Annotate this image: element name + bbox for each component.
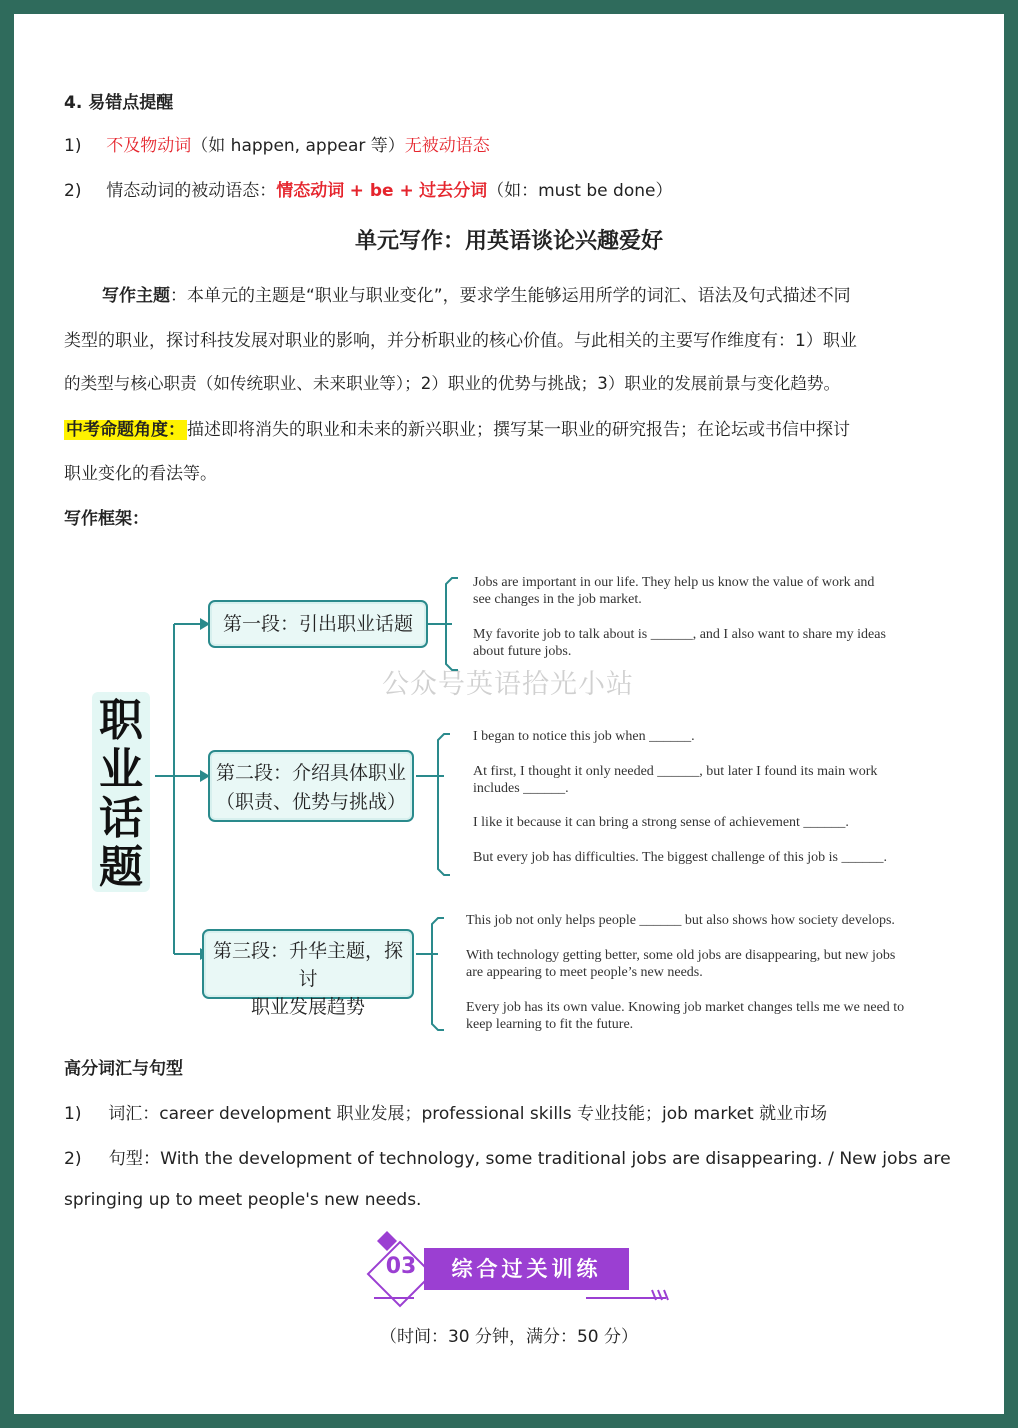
paragraph-line <box>64 415 850 440</box>
root-char: 题 <box>99 842 143 893</box>
sentence-line: This job not only helps people ______ but also shows how society develops. <box>466 913 895 928</box>
list-number: 1) <box>64 136 82 156</box>
framework-sentence <box>466 999 904 1033</box>
paragraph1-box: 第一段：引出职业话题 <box>208 600 428 648</box>
sentence-line: With technology getting better, some old jobs are disappearing, but new jobs <box>466 948 896 963</box>
list-number: 2) <box>64 181 82 201</box>
paragraph-text: ：本单元的主题是“职业与职业变化”，要求学生能够运用所学的词汇、语法及句式描述不同 <box>170 286 851 306</box>
paragraph2-box <box>208 750 414 822</box>
list-item <box>64 176 672 201</box>
document-page <box>14 14 1004 1414</box>
box-title: 第三段：升华主题，探讨 <box>212 940 403 990</box>
framework-sentence <box>473 814 849 831</box>
box-title: 第二段：介绍具体职业 <box>215 762 406 784</box>
sentence-line: Every job has its own value. Knowing job market changes tells me we need to <box>466 1000 905 1015</box>
body-text: （如：must be done） <box>487 181 673 201</box>
bracket <box>438 734 450 875</box>
sentence-line: Jobs are important in our life. They help us know the value of work and <box>473 575 875 590</box>
framework-sentence <box>473 763 877 797</box>
sentence-line: includes ______. <box>473 781 569 796</box>
theme-label: 写作主题 <box>102 286 170 306</box>
sentence-pattern-text: 句型：With the development of technology, some traditional jobs are disappearing. / New jobs are <box>108 1149 951 1169</box>
exam-angle-label: 中考命题角度： <box>66 420 185 440</box>
framework-sentence <box>466 912 895 929</box>
watermark-text: 公众号英语拾光小站 <box>382 669 634 700</box>
vocab-heading: 高分词汇与句型 <box>64 1059 183 1079</box>
sentence-line: about future jobs. <box>473 644 572 659</box>
section-title: 单元写作：用英语谈论兴趣爱好 <box>354 229 663 254</box>
list-item <box>64 1099 827 1124</box>
sentence-line: are appearing to meet people’s new needs. <box>466 965 703 980</box>
root-char: 话 <box>99 793 143 844</box>
highlight-text: 不及物动词 <box>106 136 192 156</box>
list-number: 1) <box>64 1104 82 1124</box>
list-item <box>64 131 490 156</box>
box-subtitle: （职责、优势与挑战） <box>215 791 406 813</box>
framework-sentence <box>473 626 886 660</box>
list-item <box>64 1144 951 1169</box>
list-number: 2) <box>64 1149 82 1169</box>
section-heading: 4. 易错点提醒 <box>64 93 174 113</box>
vocab-text: 词汇：career development 职业发展；professional skills 专业技能；job market 就业市场 <box>108 1104 828 1124</box>
paragraph3-box <box>202 929 414 1018</box>
paragraph-line: 职业变化的看法等。 <box>64 464 217 484</box>
sentence-line: My favorite job to talk about is ______, and I also want to share my ideas <box>473 627 886 642</box>
framework-sentence <box>473 849 887 866</box>
bracket <box>432 918 444 1030</box>
badge-number: 03 <box>385 1254 417 1279</box>
framework-label: 写作框架： <box>64 509 149 529</box>
body-text: （如 happen, appear 等） <box>191 136 405 156</box>
highlight-text: + be + <box>349 181 414 201</box>
root-char: 业 <box>99 744 143 795</box>
sentence-line: I like it because it can bring a strong sense of achievement ______. <box>473 815 849 830</box>
time-info: （时间：30 分钟，满分：50 分） <box>379 1327 639 1347</box>
paragraph-line: 类型的职业，探讨科技发展对职业的影响，并分析职业的核心价值。与此相关的主要写作维度有：1）职业 <box>64 331 857 351</box>
highlight-text: 过去分词 <box>419 181 488 201</box>
badge-label: 综合过关训练 <box>424 1248 629 1290</box>
paragraph-text: 描述即将消失的职业和未来的新兴职业；撰写某一职业的研究报告；在论坛或书信中探讨 <box>187 420 850 440</box>
paragraph-line: 的类型与核心职责（如传统职业、未来职业等）；2）职业的优势与挑战；3）职业的发展前景与变化趋势。 <box>64 374 841 393</box>
root-char: 职 <box>99 695 143 746</box>
box-subtitle: 职业发展趋势 <box>250 996 365 1018</box>
paragraph-line <box>102 281 851 306</box>
sentence-line: keep learning to fit the future. <box>466 1017 634 1032</box>
sentence-line: I began to notice this job when ______. <box>473 729 695 744</box>
body-text: 情态动词的被动语态： <box>106 181 277 201</box>
framework-sentence <box>473 728 695 745</box>
paragraph-line: springing up to meet people's new needs. <box>64 1190 422 1210</box>
highlight-text: 无被动语态 <box>404 136 490 156</box>
sentence-line: see changes in the job market. <box>473 592 642 607</box>
highlight-text: 情态动词 <box>276 181 345 201</box>
sentence-line: At first, I thought it only needed ______, but later I found its main work <box>473 764 878 779</box>
framework-sentence <box>466 947 895 981</box>
sentence-line: But every job has difficulties. The biggest challenge of this job is ______. <box>473 850 887 865</box>
framework-sentence <box>473 574 874 608</box>
root-box <box>92 692 150 892</box>
